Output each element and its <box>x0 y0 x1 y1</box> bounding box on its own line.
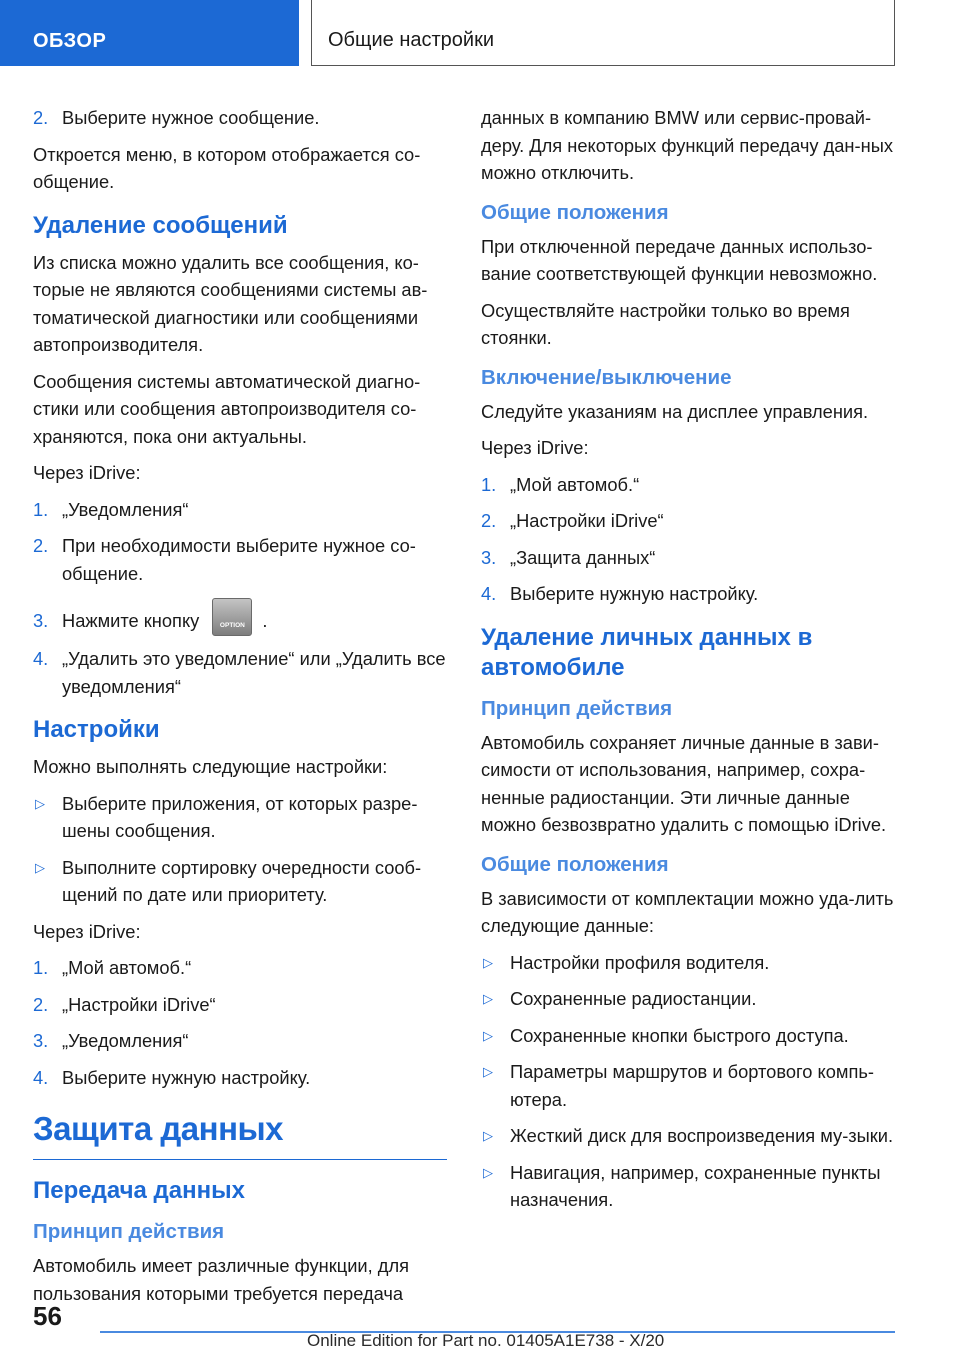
step-text: Выберите нужную настройку. <box>510 583 759 604</box>
list-item <box>33 991 453 1019</box>
bullet-text: Сохраненные кнопки быстрого доступа. <box>510 1024 849 1046</box>
step-number: 1. <box>33 957 49 979</box>
paragraph: данных в компанию BMW или сервис-провай-деру. Для некоторых функций передачу дан-ных можно отключить. <box>481 107 893 183</box>
step-number: 2. <box>481 510 497 531</box>
step-number: 2. <box>33 107 49 128</box>
bullet-text: Выберите приложения, от которых разре-шены сообщения. <box>62 792 418 842</box>
step-text: „Защита данных“ <box>510 546 656 568</box>
bullet-text: Параметры маршрутов и бортового компь-ютера. <box>510 1061 874 1110</box>
paragraph: Сообщения системы автоматической диагно-стики или сообщения автопроизводителя со-храняются, пока они актуальны. <box>33 370 421 447</box>
step-number: 4. <box>481 583 497 604</box>
list-item <box>481 1022 901 1050</box>
edition-text: Online Edition for Part no. 01405A1E738 - X/20 <box>307 1331 665 1350</box>
step-text: При необходимости выберите нужное со-общение. <box>62 535 416 584</box>
list-item <box>33 607 453 636</box>
list-item <box>481 544 901 572</box>
personal-data-bullets <box>481 949 901 1214</box>
paragraph: Следуйте указаниям на дисплее управления. <box>481 400 869 422</box>
step-number: 1. <box>481 473 497 495</box>
heading-settings: Настройки <box>33 716 160 744</box>
step-number: 3. <box>481 546 497 568</box>
step-number: 3. <box>33 610 49 631</box>
list-item <box>33 104 453 132</box>
paragraph: Откроется меню, в котором отображается со-общение. <box>33 143 421 192</box>
list-item <box>33 954 453 982</box>
step-text: Нажмите кнопку <box>62 610 200 631</box>
list-item <box>481 1058 901 1113</box>
step-number: 2. <box>33 993 49 1015</box>
heading-rule <box>33 1159 447 1160</box>
paragraph: При отключенной передаче данных использо-вание соответствующей функции невозможно. <box>481 235 878 284</box>
paragraph: Осуществляйте настройки только во время стоянки. <box>481 299 850 348</box>
list-item <box>481 985 901 1013</box>
onoff-steps <box>481 471 901 608</box>
list-item <box>33 496 453 524</box>
triangle-bullet-icon: ▷ <box>483 991 493 1006</box>
paragraph: Автомобиль имеет различные функции, для пользования которыми требуется передача <box>33 1255 410 1304</box>
step-number: 4. <box>33 1066 49 1088</box>
heading-delete-personal-data: Удаление личных данных в автомобиле <box>481 623 813 681</box>
heading-principle: Принцип действия <box>33 1220 225 1244</box>
list-item <box>33 1027 453 1055</box>
list-item <box>481 1159 901 1214</box>
page-header <box>0 0 960 66</box>
list-item <box>481 580 901 608</box>
via-idrive: Через iDrive: <box>33 462 141 483</box>
header-title-box <box>311 0 895 66</box>
section-tab[interactable]: ОБЗОР <box>0 0 299 66</box>
heading-data-transfer: Передача данных <box>33 1177 245 1205</box>
bullet-text: Навигация, например, сохраненные пункты назначения. <box>510 1161 881 1210</box>
right-column <box>481 104 901 1223</box>
triangle-bullet-icon: ▷ <box>35 859 45 875</box>
option-button-icon <box>212 598 252 636</box>
page-number: 56 <box>33 1301 62 1331</box>
heading-general: Общие положения <box>481 852 669 876</box>
step-text: Выберите нужную настройку. <box>62 1066 311 1088</box>
list-item <box>33 854 453 909</box>
step-number: 4. <box>33 648 49 670</box>
delete-steps <box>33 496 453 701</box>
triangle-bullet-icon: ▷ <box>483 1164 493 1180</box>
left-column <box>33 104 453 1316</box>
via-idrive: Через iDrive: <box>33 920 141 942</box>
step-text: „Настройки iDrive“ <box>510 510 664 531</box>
bullet-text: Настройки профиля водителя. <box>510 951 770 973</box>
heading-data-protection: Защита данных <box>33 1110 284 1148</box>
triangle-bullet-icon: ▷ <box>483 1128 493 1143</box>
heading-on-off: Включение/выключение <box>481 365 732 389</box>
step-number: 1. <box>33 498 49 520</box>
list-item <box>33 645 453 700</box>
bullet-text: Жесткий диск для воспроизведения му-зыки. <box>510 1125 894 1146</box>
settings-bullets <box>33 790 453 909</box>
triangle-bullet-icon: ▷ <box>35 795 45 811</box>
step-text: „Мой автомоб.“ <box>62 957 192 979</box>
step-text-end: . <box>262 610 268 631</box>
paragraph: Из списка можно удалить все сообщения, ко-торые не являются сообщениями системы ав-томатической диагностики или сообщениями автопроизводителя. <box>33 251 428 355</box>
list-item <box>33 1064 453 1092</box>
option-label: OPTION <box>219 622 245 630</box>
page-title: Общие настройки <box>328 29 494 51</box>
step-text: „Настройки iDrive“ <box>62 993 216 1015</box>
list-item <box>33 790 453 845</box>
intro-list <box>33 104 453 132</box>
step-text: „Мой автомоб.“ <box>510 473 640 495</box>
list-item <box>33 532 453 587</box>
via-idrive: Через iDrive: <box>481 437 589 458</box>
list-item <box>481 949 901 977</box>
paragraph: Можно выполнять следующие настройки: <box>33 756 388 778</box>
triangle-bullet-icon: ▷ <box>483 1064 493 1079</box>
step-text: „Уведомления“ <box>62 498 189 520</box>
settings-steps <box>33 954 453 1091</box>
triangle-bullet-icon: ▷ <box>483 954 493 970</box>
step-text: „Уведомления“ <box>62 1030 189 1052</box>
step-text: Выберите нужное сообщение. <box>62 107 320 128</box>
step-text: „Удалить это уведомление“ или „Удалить все уведомления“ <box>62 648 446 697</box>
heading-delete-messages: Удаление сообщений <box>33 211 288 239</box>
heading-principle: Принцип действия <box>481 696 673 720</box>
list-item <box>481 1122 901 1150</box>
heading-general: Общие положения <box>481 200 669 224</box>
step-number: 2. <box>33 535 49 556</box>
bullet-text: Выполните сортировку очередности сооб-щений по дате или приоритету. <box>62 856 422 906</box>
list-item <box>481 471 901 499</box>
list-item <box>481 507 901 535</box>
paragraph: В зависимости от комплектации можно уда-лить следующие данные: <box>481 887 894 936</box>
triangle-bullet-icon: ▷ <box>483 1027 493 1043</box>
step-number: 3. <box>33 1030 49 1052</box>
bullet-text: Сохраненные радиостанции. <box>510 988 757 1009</box>
paragraph: Автомобиль сохраняет личные данные в зави-симости от использования, например, сохра-ненные радиостанции. Эти личные данные можно безвозвратно удалить с помощью iDrive. <box>481 731 887 835</box>
